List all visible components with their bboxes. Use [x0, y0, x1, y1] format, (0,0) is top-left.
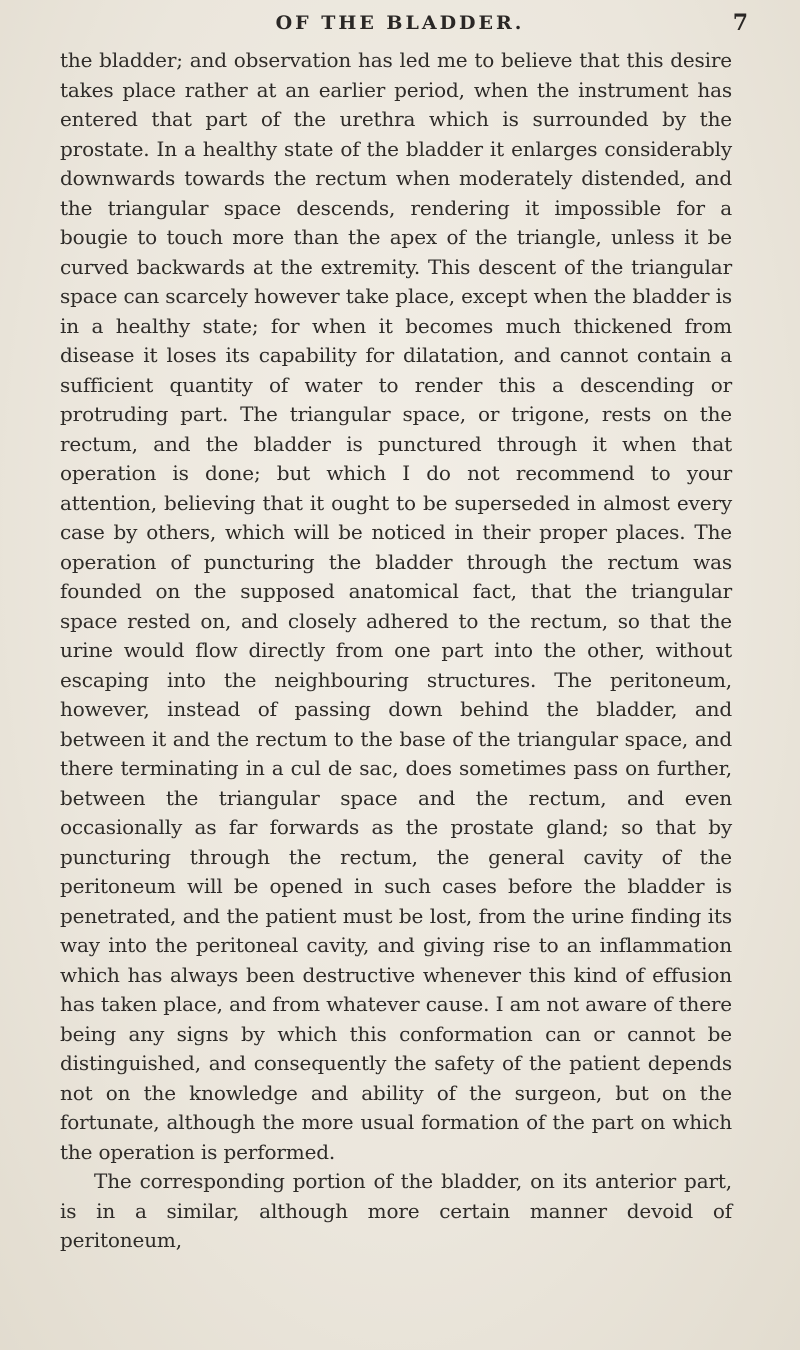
paragraph-1: the bladder; and observation has led me to believe that this desire takes place rather at an earlier period, when the instrument has entered that part of the urethra which is surrounded by the prostate. In a healthy state of the bladder it enlarges considerably downwards towards the rectum when moderately distended, and the triangular space descends, rendering it impossible for a bougie to touch more than the apex of the triangle, unless it be curved backwards at the extremity. This descent of the triangular space can scarcely however take place, except when the bladder is in a healthy state; for when it becomes much thickened from disease it loses its capability for dilatation, and cannot contain a sufficient quantity of water to render this a descending or protruding part. The triangular space, or trigone, rests on the rectum, and the bladder is punctured through it when that operation is done; but which I do not recommend to your attention, believing that it ought to be superseded in almost every case by others, which will be noticed in their proper places. The operation of puncturing the bladder through the rectum was founded on the supposed anatomical fact, that the triangular space rested on, and closely adhered to the rectum, so that the urine would flow directly from one part into the other, without escaping into the neighbouring structures. The peritoneum, however, instead of passing down behind the bladder, and between it and the rectum to the base of the triangular space, and there terminating in a cul de sac, does sometimes pass on further, between the triangular space and the rectum, and even occasionally as far forwards as the prostate gland; so that by puncturing through the rectum, the general cavity of the peritoneum will be opened in such cases before the bladder is penetrated, and the patient must be lost, from the urine finding its way into the peritoneal cavity, and giving rise to an inflammation which has always been destructive whenever this kind of effusion has taken place, and from whatever cause. I am not aware of there being any signs by which this conformation can or cannot be distinguished, and consequently the safety of the patient depends not on the knowledge and ability of the surgeon, but on the fortunate, although the more usual formation of the part on which the operation is performed. [60, 48, 732, 1164]
paragraph-2: The corresponding portion of the bladder, on its anterior part, is in a similar, although more certain manner devoid of peritoneum, [60, 1169, 732, 1252]
running-title: OF THE BLADDER. [275, 12, 525, 34]
page-number: 7 [732, 10, 748, 36]
body-text [60, 46, 732, 1256]
running-head [0, 10, 800, 40]
